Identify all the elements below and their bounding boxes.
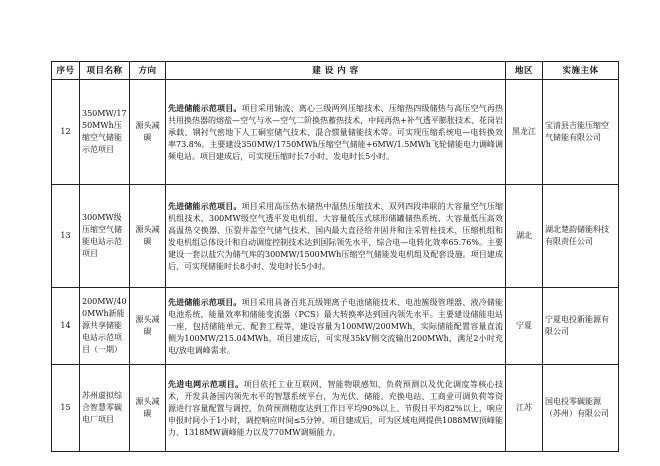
table-row [52,80,619,185]
row-content [166,185,506,288]
row-content-lead: 先进储能示范项目。 [168,102,242,113]
row-entity: 国电投零碳能源（苏州）有限公司 [543,365,619,452]
project-table [51,61,619,452]
row-project-name: 苏州虚拟综合智慧零碳电厂项目 [80,365,130,452]
row-content-text: 项目依托工业互联网、智能物联感知、负荷预测以及优化调度等核心技术，开发具备国内领先水平的智慧系统平台，为光伏、储能、充换电站、工商业可调负荷等资源进行容量配置与调控，负荷预测精度达到工作日平均90%以上、节假日平均82%以上，响应申报时间小于1小时，调控响应时间≤5分钟。项目建成后，可为区域电网提供1088MW顶峰能力、1318MW调峰能力以及770MW调频能力。 [168,379,504,437]
row-direction: 源头减碳 [130,185,166,288]
row-seq: 14 [52,288,80,365]
row-content-lead: 先进储能示范项目。 [168,296,242,307]
header-region: 地区 [506,62,543,80]
row-content-text: 项目采用具备百兆瓦级锂离子电池储能技术、电池簇级管理器、液冷储能电池系统，能量效率和储能变流器（PCS）最大转换率达到国内领先水平。主要建设储能电站一座，包括储能单元、配套工程等，建设容量为100MW/200MWh，实际储能配置容量直流侧为100MW/215.04MWh。项目建成后，可实现35kV侧交流输出200MWh，满足2小时充电/放电调峰需求。 [168,297,503,355]
row-project-name: 350MW/1750MWh压缩空气储能示范项目 [80,80,130,185]
row-region: 黑龙江 [506,80,543,185]
row-seq: 13 [52,185,80,288]
row-content-text: 项目采用轴流、离心三级两列压缩技术、压缩热四级储热与高压空气再热共用换热器的熔盐—空气与水—空气二阶换热蓄热技术，中间再热+补气透平膨胀技术、花岗岩承载、钢衬气密地下人工硐室储气技术、混合惯量储能技术等。可实现压缩系统电—电转换效率73.8%。主要建设350MW/1750MWh压缩空气储能+6MW/1.5MWh飞轮储能电力调峰调频电站。项目建成后，可实现压缩时长7小时、发电时长5小时。 [168,103,503,161]
row-content-lead: 先进储能示范项目。 [168,200,242,211]
row-content [166,288,506,365]
table-row [52,365,619,452]
row-entity: 宝清县吉能压缩空气储能有限公司 [543,80,619,185]
row-entity: 宁夏电投新能源有限公司 [543,288,619,365]
row-direction: 源头减碳 [130,288,166,365]
row-direction: 源头减碳 [130,80,166,185]
header-name: 项目名称 [80,62,130,80]
header-entity: 实施主体 [543,62,619,80]
header-content: 建 设 内 容 [166,62,506,80]
header-seq: 序号 [52,62,80,80]
row-seq: 15 [52,365,80,452]
header-direction: 方向 [130,62,166,80]
row-project-name: 200MW/400MWh新能源共享储能电站示范项目（一期） [80,288,130,365]
row-region: 宁夏 [506,288,543,365]
table-row [52,288,619,365]
row-direction: 源头减碳 [130,365,166,452]
row-project-name: 300MW级压缩空气储能电站示范项目 [80,185,130,288]
row-content-text: 项目采用高压热水储热中温热压缩技术、双列四段串联的大容量空气压缩机组技术、300MW级空气透平发电机组、大容量低压式球形储罐储热系统、大容量低压高效高温热交换器、压裂井盖空气储气技术、国内最大直径给井固井和注采管柱技术、压缩机组和发电机组总体设计和自动调度控制技术达到国际领先水平，综合电—电转化效率65.76%。主要建设一套以盐穴为储气库的300MW/1500MWh压缩空气储能发电机组及配套设施。项目建成后，可实现储能时长8小时、发电时长5小时。 [168,201,503,271]
row-entity: 湖北楚韵储能科技有限责任公司 [543,185,619,288]
row-content [166,365,506,452]
table-header-row [52,62,619,80]
row-region: 湖北 [506,185,543,288]
row-seq: 12 [52,80,80,185]
row-region: 江苏 [506,365,543,452]
row-content [166,80,506,185]
table-row [52,185,619,288]
row-content-lead: 先进电网示范项目。 [168,378,244,389]
